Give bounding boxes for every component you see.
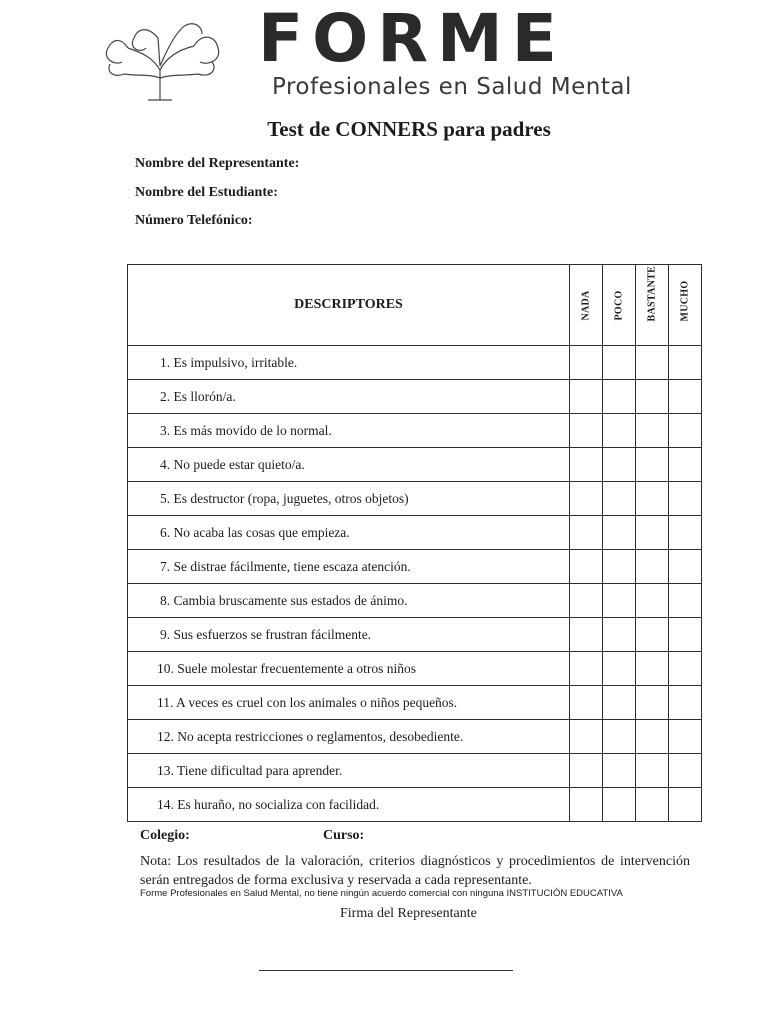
answer-cell-mucho[interactable]	[669, 516, 702, 550]
descriptor-text: 5. Es destructor (ropa, juguetes, otros objetos)	[128, 482, 570, 516]
column-header-bastante: BASTANTE	[636, 265, 669, 346]
answer-cell-bastante[interactable]	[636, 788, 669, 822]
answer-cell-poco[interactable]	[603, 720, 636, 754]
answer-cell-mucho[interactable]	[669, 618, 702, 652]
answer-cell-mucho[interactable]	[669, 448, 702, 482]
answer-cell-mucho[interactable]	[669, 346, 702, 380]
answer-cell-bastante[interactable]	[636, 380, 669, 414]
representative-name-label: Nombre del Representante:	[135, 156, 300, 171]
answer-cell-nada[interactable]	[570, 448, 603, 482]
table-row	[128, 516, 702, 550]
answer-cell-mucho[interactable]	[669, 720, 702, 754]
answer-cell-poco[interactable]	[603, 618, 636, 652]
table-row	[128, 550, 702, 584]
answer-cell-bastante[interactable]	[636, 346, 669, 380]
course-label: Curso:	[323, 828, 365, 843]
descriptor-text: 4. No puede estar quieto/a.	[128, 448, 570, 482]
answer-cell-poco[interactable]	[603, 584, 636, 618]
answer-cell-nada[interactable]	[570, 618, 603, 652]
answer-cell-poco[interactable]	[603, 380, 636, 414]
answer-cell-poco[interactable]	[603, 788, 636, 822]
descriptor-text: 2. Es llorón/a.	[128, 380, 570, 414]
table-row	[128, 652, 702, 686]
answer-cell-bastante[interactable]	[636, 516, 669, 550]
answer-cell-nada[interactable]	[570, 652, 603, 686]
table-header-row	[128, 265, 702, 346]
signature-label: Firma del Representante	[340, 906, 477, 921]
answer-cell-nada[interactable]	[570, 414, 603, 448]
student-name-label: Nombre del Estudiante:	[135, 185, 278, 200]
conners-table	[127, 264, 699, 822]
answer-cell-nada[interactable]	[570, 346, 603, 380]
descriptor-text: 10. Suele molestar frecuentemente a otros niños	[128, 652, 570, 686]
answer-cell-mucho[interactable]	[669, 788, 702, 822]
descriptor-text: 3. Es más movido de lo normal.	[128, 414, 570, 448]
answer-cell-bastante[interactable]	[636, 652, 669, 686]
answer-cell-mucho[interactable]	[669, 380, 702, 414]
answer-cell-mucho[interactable]	[669, 550, 702, 584]
answer-cell-mucho[interactable]	[669, 482, 702, 516]
answer-cell-poco[interactable]	[603, 414, 636, 448]
answer-cell-bastante[interactable]	[636, 482, 669, 516]
descriptor-text: 11. A veces es cruel con los animales o niños pequeños.	[128, 686, 570, 720]
answer-cell-nada[interactable]	[570, 380, 603, 414]
answer-cell-mucho[interactable]	[669, 584, 702, 618]
answer-cell-nada[interactable]	[570, 516, 603, 550]
answer-cell-nada[interactable]	[570, 788, 603, 822]
answer-cell-bastante[interactable]	[636, 686, 669, 720]
brand-logo-text: FORME	[258, 0, 566, 77]
descriptor-text: 8. Cambia bruscamente sus estados de ánimo.	[128, 584, 570, 618]
table-row	[128, 482, 702, 516]
page-title: Test de CONNERS para padres	[267, 117, 551, 141]
answer-cell-bastante[interactable]	[636, 448, 669, 482]
answer-cell-nada[interactable]	[570, 720, 603, 754]
answer-cell-nada[interactable]	[570, 550, 603, 584]
descriptor-text: 14. Es huraño, no socializa con facilidad.	[128, 788, 570, 822]
answer-cell-bastante[interactable]	[636, 754, 669, 788]
column-header-mucho: MUCHO	[669, 265, 702, 346]
answer-cell-mucho[interactable]	[669, 652, 702, 686]
table-row	[128, 448, 702, 482]
table-row	[128, 788, 702, 822]
brand-tagline: Profesionales en Salud Mental	[272, 74, 632, 100]
answer-cell-poco[interactable]	[603, 652, 636, 686]
answer-cell-bastante[interactable]	[636, 584, 669, 618]
disclaimer-text: Forme Profesionales en Salud Mental, no tiene ningún acuerdo comercial con ninguna INSTITUCIÓN EDUCATIVA	[140, 888, 623, 899]
column-header-poco: POCO	[603, 265, 636, 346]
table-row	[128, 346, 702, 380]
signature-line[interactable]	[259, 970, 513, 971]
descriptor-text: 12. No acepta restricciones o reglamentos, desobediente.	[128, 720, 570, 754]
table-row	[128, 720, 702, 754]
table-row	[128, 754, 702, 788]
descriptor-text: 13. Tiene dificultad para aprender.	[128, 754, 570, 788]
descriptor-text: 7. Se distrae fácilmente, tiene escaza atención.	[128, 550, 570, 584]
answer-cell-poco[interactable]	[603, 686, 636, 720]
answer-cell-nada[interactable]	[570, 686, 603, 720]
descriptors-header: DESCRIPTORES	[128, 265, 570, 346]
table-row	[128, 686, 702, 720]
note-text: Nota: Los resultados de la valoración, criterios diagnósticos y procedimientos de intervención serán entregados de forma exclusiva y reservada a cada representante.	[140, 854, 690, 888]
tree-logo-icon	[98, 18, 228, 102]
answer-cell-bastante[interactable]	[636, 618, 669, 652]
answer-cell-poco[interactable]	[603, 550, 636, 584]
answer-cell-poco[interactable]	[603, 346, 636, 380]
descriptor-text: 6. No acaba las cosas que empieza.	[128, 516, 570, 550]
answer-cell-mucho[interactable]	[669, 414, 702, 448]
answer-cell-nada[interactable]	[570, 482, 603, 516]
column-header-nada: NADA	[570, 265, 603, 346]
answer-cell-poco[interactable]	[603, 448, 636, 482]
phone-number-label: Número Telefónico:	[135, 213, 253, 228]
answer-cell-poco[interactable]	[603, 754, 636, 788]
descriptor-text: 9. Sus esfuerzos se frustran fácilmente.	[128, 618, 570, 652]
answer-cell-bastante[interactable]	[636, 550, 669, 584]
answer-cell-nada[interactable]	[570, 754, 603, 788]
answer-cell-mucho[interactable]	[669, 686, 702, 720]
table-row	[128, 414, 702, 448]
answer-cell-mucho[interactable]	[669, 754, 702, 788]
descriptor-text: 1. Es impulsivo, irritable.	[128, 346, 570, 380]
school-label: Colegio:	[140, 828, 190, 843]
answer-cell-poco[interactable]	[603, 482, 636, 516]
answer-cell-bastante[interactable]	[636, 414, 669, 448]
table-row	[128, 584, 702, 618]
answer-cell-poco[interactable]	[603, 516, 636, 550]
answer-cell-bastante[interactable]	[636, 720, 669, 754]
answer-cell-nada[interactable]	[570, 584, 603, 618]
table-row	[128, 618, 702, 652]
table-row	[128, 380, 702, 414]
